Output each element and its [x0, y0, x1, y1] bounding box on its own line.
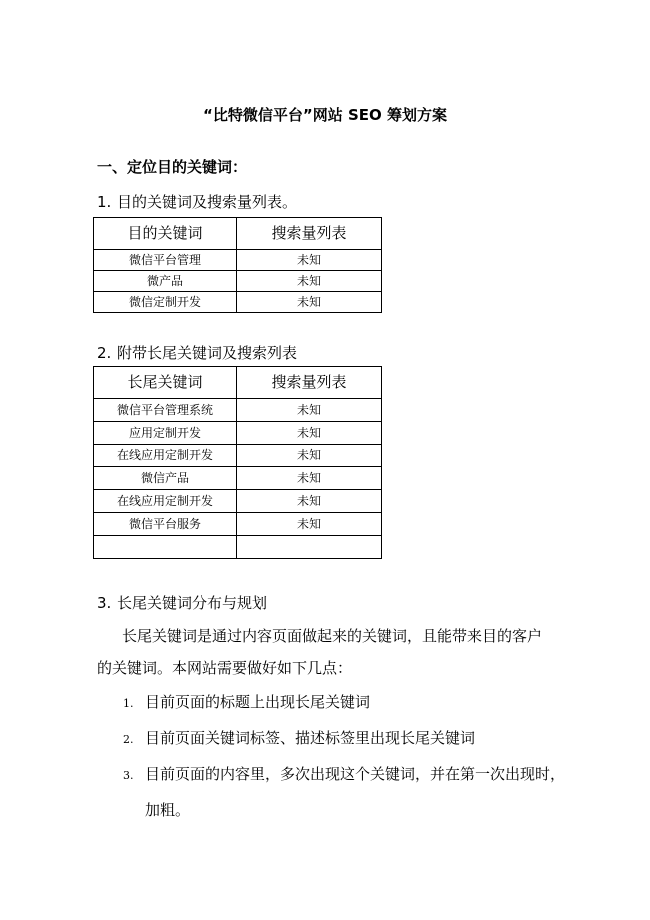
- table-cell: 在线应用定制开发: [94, 444, 237, 467]
- table-row: [94, 444, 382, 467]
- target-keywords-table: [93, 217, 382, 313]
- paragraph-line: 的关键词。本网站需要做好如下几点：: [97, 659, 353, 677]
- table-cell: 未知: [237, 399, 382, 422]
- table-header-cell: 搜索量列表: [237, 218, 382, 250]
- subsection-1-heading: [97, 191, 297, 212]
- subsection-3-label: 长尾关键词分布与规划: [117, 594, 268, 612]
- table-cell: 未知: [237, 490, 382, 513]
- table-row: [94, 490, 382, 513]
- list-item-number: 2.: [123, 733, 134, 746]
- table-cell: 微产品: [94, 271, 237, 292]
- table-row: [94, 271, 382, 292]
- table-header-row: [94, 367, 382, 399]
- list-item-text: 目前页面关键词标签、描述标签里出现长尾关键词: [145, 729, 476, 747]
- table-cell: 微信平台服务: [94, 512, 237, 535]
- table-cell: 微信产品: [94, 467, 237, 490]
- paragraph-line: 长尾关键词是通过内容页面做起来的关键词，且能带来目的客户: [122, 627, 543, 645]
- table-cell: 微信定制开发: [94, 292, 237, 313]
- table-row: [94, 399, 382, 422]
- subsection-2-label: 附带长尾关键词及搜索列表: [117, 344, 298, 362]
- table-row: [94, 512, 382, 535]
- subsection-3-heading: [97, 592, 267, 613]
- list-item-text: 目前页面的内容里，多次出现这个关键词，并在第一次出现时，: [145, 765, 566, 783]
- table-cell: 未知: [237, 271, 382, 292]
- table-row: [94, 250, 382, 271]
- list-item-number: 3.: [123, 769, 134, 782]
- subsection-1-label: 目的关键词及搜索量列表。: [117, 193, 298, 211]
- table-header-cell: 长尾关键词: [94, 367, 237, 399]
- section-heading-keywords: 一、定位目的关键词：: [97, 158, 248, 176]
- table-cell: [94, 535, 237, 558]
- table-cell: 未知: [237, 421, 382, 444]
- table-header-cell: 搜索量列表: [237, 367, 382, 399]
- document-title: “比特微信平台”网站 SEO 筹划方案: [203, 106, 447, 124]
- list-item-number: 1.: [123, 697, 134, 710]
- list-item-text: 目前页面的标题上出现长尾关键词: [145, 693, 371, 711]
- table-header-row: [94, 218, 382, 250]
- table-cell: 微信平台管理: [94, 250, 237, 271]
- subsection-2-heading: [97, 342, 297, 363]
- table-cell: 未知: [237, 512, 382, 535]
- table-cell: 未知: [237, 292, 382, 313]
- long-tail-keywords-table: [93, 366, 382, 559]
- table-cell: 未知: [237, 467, 382, 490]
- table-header-cell: 目的关键词: [94, 218, 237, 250]
- table-row: [94, 421, 382, 444]
- table-cell: 在线应用定制开发: [94, 490, 237, 513]
- table-cell: 未知: [237, 250, 382, 271]
- subsection-1-number: 1.: [97, 193, 112, 211]
- table-row: [94, 535, 382, 558]
- table-row: [94, 292, 382, 313]
- table-cell: 未知: [237, 444, 382, 467]
- table-cell: 微信平台管理系统: [94, 399, 237, 422]
- table-row: [94, 467, 382, 490]
- list-item-continuation: 加粗。: [145, 801, 191, 819]
- subsection-2-number: 2.: [97, 344, 112, 362]
- list-item: [123, 727, 475, 748]
- subsection-3-number: 3.: [97, 594, 112, 612]
- table-cell: [237, 535, 382, 558]
- table-cell: 应用定制开发: [94, 421, 237, 444]
- list-item: [123, 763, 565, 784]
- list-item: [123, 691, 370, 712]
